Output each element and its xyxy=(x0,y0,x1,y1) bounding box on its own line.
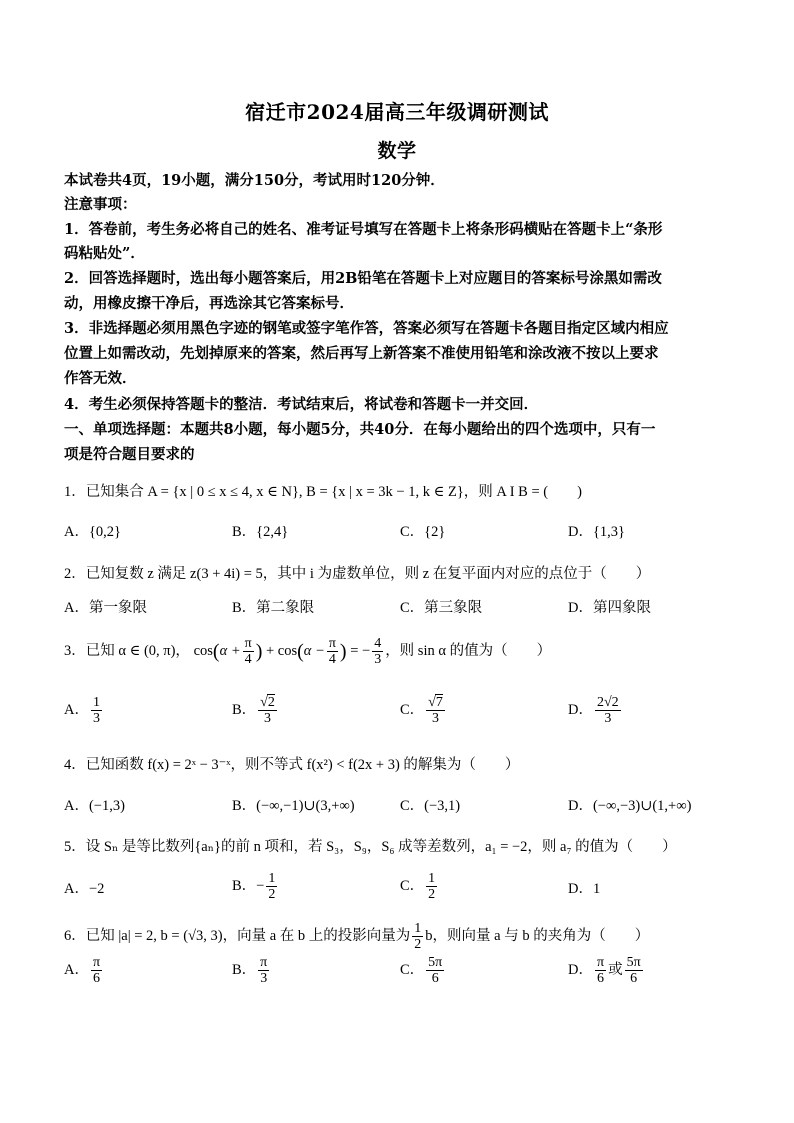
q4-option-d: D．(−∞,−3)∪(1,+∞) xyxy=(568,798,692,814)
q3-option-a: A． $\frac{1}{3}$ xyxy=(64,695,100,726)
notice-1a: 1．答卷前，考生务必将自己的姓名、准考证号填写在答题卡上将条形码横贴在答题卡上“条形 xyxy=(64,221,663,238)
notice-3b: 位置上如需改动，先划掉原来的答案，然后再写上新答案不准使用铅笔和涂改液不按以上要求 xyxy=(64,345,659,362)
subject-title: 数学 xyxy=(377,140,417,162)
notice-heading: 注意事项： xyxy=(64,196,137,213)
q2-option-a: A．第一象限 xyxy=(64,600,147,616)
question-3-text xyxy=(64,636,551,667)
q3-paren-open-1: ( xyxy=(212,640,220,663)
q3-frac-pi-4-a: $\frac{\pi}{4}$ xyxy=(244,636,252,667)
notice-1b: 码粘贴处”． xyxy=(64,245,145,262)
q3-post: ，则 sin α 的值为（ ） xyxy=(385,642,552,659)
q6-option-b: B． $\frac{\pi}{3}$ xyxy=(232,955,268,986)
question-5-text: 5．设 Sₙ 是等比数列{aₙ}的前 n 项和，若 S₃，S₉，S₆ 成等差数列，a₁ = −2，则 a₇ 的值为（ ） xyxy=(64,839,677,855)
notice-4: 4．考生必须保持答题卡的整洁．考试结束后，将试卷和答题卡一并交回． xyxy=(64,396,539,413)
q6-option-c: C． $\frac{5\pi}{6}$ xyxy=(400,955,443,986)
question-2-text: 2．已知复数 z 满足 z(3 + 4i) = 5，其中 i 为虚数单位，则 z 在复平面内对应的点位于（ ） xyxy=(64,566,651,582)
q4-option-c: C．(−3,1) xyxy=(400,798,461,814)
q6-option-d: D． $\frac{\pi}{6}$ 或 $\frac{5\pi}{6}$ xyxy=(568,955,641,986)
q3-option-d: D． $\frac{2√2}{3}$ xyxy=(568,695,619,726)
q5-option-b: B．− $\frac{1}{2}$ xyxy=(232,871,276,902)
notice-2b: 动，用橡皮擦干净后，再选涂其它答案标号． xyxy=(64,295,354,312)
q1-option-c: C．{2} xyxy=(400,524,446,540)
question-6-text: 6．已知 |a| = 2, b = (√3, 3)，向量 a 在 b 上的投影向量为 $\frac{1}{2}$ b，则向量 a 与 b 的夹角为（ ） xyxy=(64,921,650,952)
q6-option-a: A． $\frac{\pi}{6}$ xyxy=(64,955,101,986)
q3-option-c: C． $\frac{√7}{3}$ xyxy=(400,695,443,726)
q3-eq: = − xyxy=(350,642,371,659)
notice-3c: 作答无效． xyxy=(64,370,137,387)
question-1-text: 1．已知集合 A = {x | 0 ≤ x ≤ 4, x ∈ N}, B = {x | x = 3k − 1, k ∈ Z}，则 A I B = ( ) xyxy=(64,484,582,500)
q4-option-a: A．(−1,3) xyxy=(64,798,125,814)
section1-line1: 一、单项选择题：本题共8小题，每小题5分，共40分．在每小题给出的四个选项中，只有一 xyxy=(64,421,656,438)
q3-cos1: cos xyxy=(193,642,213,659)
q3-plus-cos: + cos xyxy=(265,642,298,659)
q2-option-d: D．第四象限 xyxy=(568,600,651,616)
q3-paren-close-2: ) xyxy=(339,640,347,663)
section1-line2: 项是符合题目要求的 xyxy=(64,446,195,463)
q3-frac-4-3: $\frac{4}{3}$ xyxy=(374,636,382,667)
q1-option-b: B．{2,4} xyxy=(232,524,289,540)
q3-paren-open-2: ( xyxy=(297,640,304,663)
q2-option-b: B．第二象限 xyxy=(232,600,315,616)
question-4-text: 4．已知函数 f(x) = 2ˣ − 3⁻ˣ，则不等式 f(x²) < f(2x + 3) 的解集为（ ） xyxy=(64,757,520,773)
q1-option-a: A．{0,2} xyxy=(64,524,122,540)
q5-option-c: C． $\frac{1}{2}$ xyxy=(400,871,436,902)
q1-option-d: D．{1,3} xyxy=(568,524,626,540)
exam-title: 宿迁市2024届高三年级调研测试 xyxy=(245,100,549,124)
q3-option-b: B． $\frac{√2}{3}$ xyxy=(232,695,275,726)
intro-line: 本试卷共4页，19小题，满分150分，考试用时120分钟． xyxy=(64,172,445,189)
q5-option-d: D．1 xyxy=(568,881,601,897)
q3-frac-pi-4-b: $\frac{\pi}{4}$ xyxy=(328,636,336,667)
notice-2a: 2．回答选择题时，选出每小题答案后，用2B铅笔在答题卡上对应题目的答案标号涂黑如需改 xyxy=(64,270,662,287)
q4-option-b: B．(−∞,−1)∪(3,+∞) xyxy=(232,798,355,814)
q2-option-c: C．第三象限 xyxy=(400,600,483,616)
q3-arg2: α − xyxy=(303,642,325,659)
q3-arg1: α + xyxy=(219,642,241,659)
notice-3a: 3．非选择题必须用黑色字迹的钢笔或签字笔作答，答案必须写在答题卡各题目指定区域内相应 xyxy=(64,320,669,337)
q5-option-a: A．−2 xyxy=(64,881,105,897)
q3-paren-close-1: ) xyxy=(255,640,263,663)
q3-pre: 3．已知 α ∈ (0, π)， xyxy=(64,642,190,659)
